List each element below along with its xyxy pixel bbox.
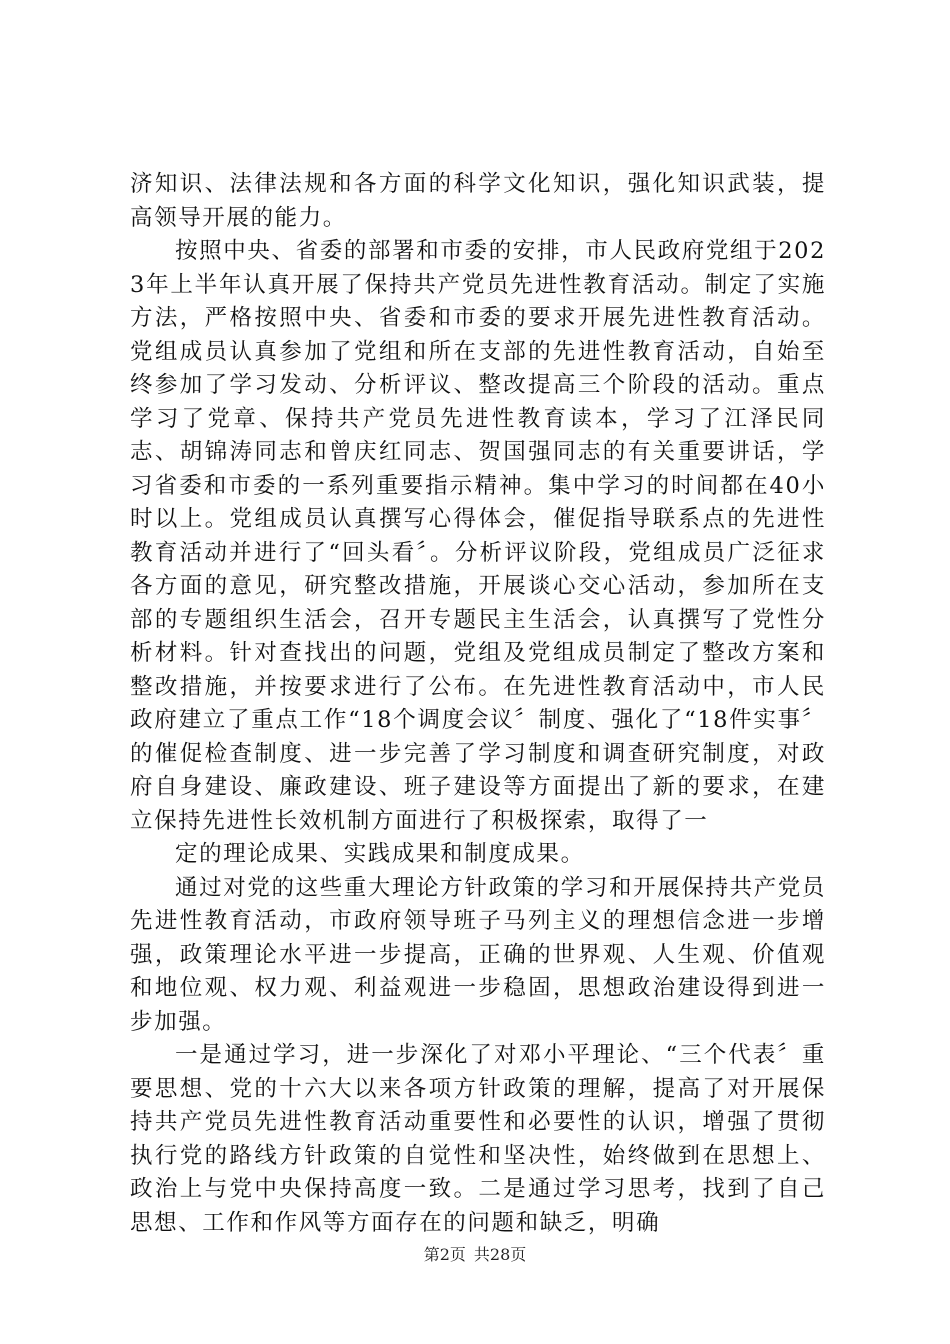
page-footer xyxy=(0,1245,950,1265)
paragraph-education-activity: 按照中央、省委的部署和市委的安排，市人民政府党组于2023年上半年认真开展了保持共产党员先进性教育活动。制定了实施方法，严格按照中央、省委和市委的要求开展先进性教育活动。党组成员认真参加了党组和所在支部的先进性教育活动，自始至终参加了学习发动、分析评议、整改提高三个阶段的活动。重点学习了党章、保持共产党员先进性教育读本，学习了江泽民同志、胡锦涛同志和曾庆红同志、贺国强同志的有关重要讲话，学习省委和市委的一系列重要指示精神。集中学习的时间都在40小时以上。党组成员认真撰写心得体会，催促指导联系点的先进性教育活动并进行了“回头看〞。分析评议阶段，党组成员广泛征求各方面的意见，研究整改措施，开展谈心交心活动，参加所在支部的专题组织生活会，召开专题民主生活会，认真撰写了党性分析材料。针对查找出的问题，党组及党组成员制定了整改方案和整改措施，并按要求进行了公布。在先进性教育活动中，市人民政府建立了重点工作“18个调度会议〞制度、强化了“18件实事〞的催促检查制度、进一步完善了学习制度和调查研究制度，对政府自身建设、廉政建设、班子建设等方面提出了新的要求，在建立保持先进性长效机制方面进行了积极探索，取得了一 xyxy=(130,238,826,834)
document-body xyxy=(130,168,826,1240)
paragraph-points: 一是通过学习，进一步深化了对邓小平理论、“三个代表〞重要思想、党的十六大以来各项方针政策的理解，提高了对开展保持共产党员先进性教育活动重要性和必要性的认识，增强了贯彻执行党的路线方针政策的自觉性和坚决性，始终做到在思想上、政治上与党中央保持高度一致。二是通过学习思考，找到了自己思想、工作和作风等方面存在的问题和缺乏，明确 xyxy=(130,1042,826,1236)
page-number: 第2页 xyxy=(423,1245,466,1264)
paragraph-results: 定的理论成果、实践成果和制度成果。 xyxy=(175,841,585,867)
paragraph-continued: 济知识、法律法规和各方面的科学文化知识，强化知识武装，提高领导开展的能力。 xyxy=(130,171,826,231)
page-total: 共28页 xyxy=(473,1245,527,1264)
paragraph-theory-study: 通过对党的这些重大理论方针政策的学习和开展保持共产党员先进性教育活动，市政府领导班子马列主义的理想信念进一步增强，政策理论水平进一步提高，正确的世界观、人生观、价值观和地位观、权力观、利益观进一步稳固，思想政治建设得到进一步加强。 xyxy=(130,874,826,1035)
